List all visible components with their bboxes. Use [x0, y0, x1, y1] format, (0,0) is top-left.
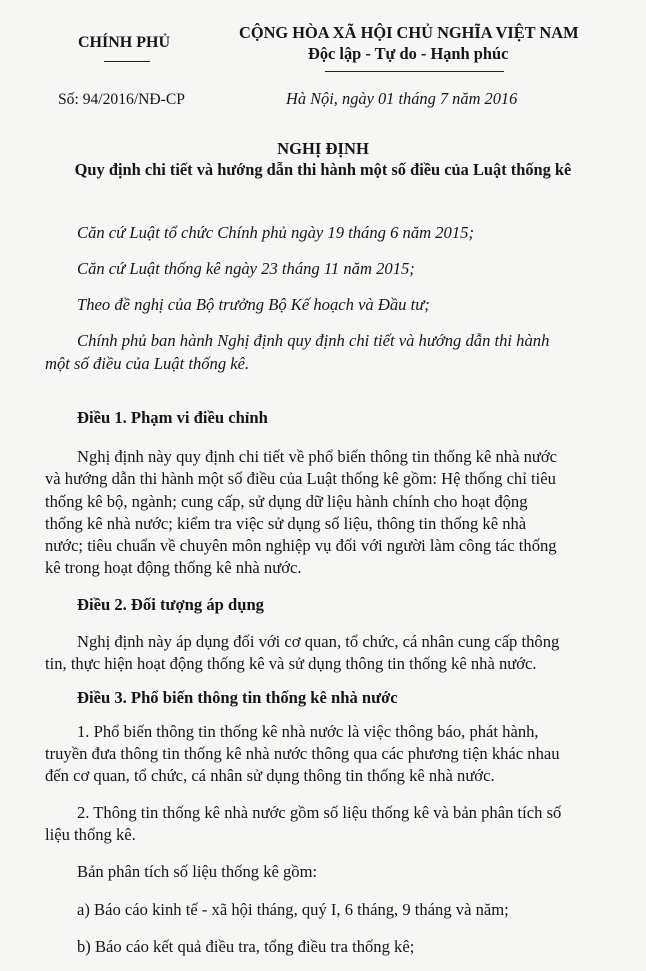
list-item-a: a) Báo cáo kinh tế - xã hội tháng, quý I, 6 tháng, 9 tháng và năm; [77, 900, 509, 919]
document-subject: Quy định chi tiết và hướng dẫn thi hành một số điều của Luật thống kê [74, 160, 572, 179]
article-1-line: Nghị định này quy định chi tiết về phổ biến thông tin thống kê nhà nước [77, 447, 558, 466]
article-3-clause-2-line: 2. Thông tin thống kê nhà nước gồm số liệu thống kê và bản phân tích số [77, 803, 562, 822]
motto-underline [325, 71, 504, 72]
place-and-date: Hà Nội, ngày 01 tháng 7 năm 2016 [286, 89, 518, 108]
agency-underline [104, 61, 150, 62]
national-motto: Độc lập - Tự do - Hạnh phúc [308, 44, 509, 63]
article-3-clause-2-line: liệu thống kê. [45, 825, 136, 844]
article-3-clause-1-line: đến cơ quan, tổ chức, cá nhân sử dụng thông tin thống kê nhà nước. [45, 766, 495, 785]
issuing-agency: CHÍNH PHỦ [78, 34, 170, 51]
list-item-b: b) Báo cáo kết quả điều tra, tổng điều tra thống kê; [77, 937, 415, 956]
article-3-heading: Điều 3. Phổ biến thông tin thống kê nhà nước [77, 688, 398, 707]
article-2-line: Nghị định này áp dụng đối với cơ quan, tổ chức, cá nhân cung cấp thông [77, 632, 560, 651]
article-2-line: tin, thực hiện hoạt động thống kê và sử dụng thông tin thống kê nhà nước. [45, 654, 537, 673]
document-number: Số: 94/2016/NĐ-CP [58, 91, 185, 108]
article-1-line: thống kê nhà nước; kiểm tra việc sử dụng số liệu, thông tin thống kê nhà [45, 514, 527, 533]
legal-basis-2: Căn cứ Luật thống kê ngày 23 tháng 11 năm 2015; [77, 259, 415, 278]
country-name: CỘNG HÒA XÃ HỘI CHỦ NGHĨA VIỆT NAM [239, 23, 579, 42]
decree-statement-line-1: Chính phủ ban hành Nghị định quy định chi tiết và hướng dẫn thi hành [77, 331, 550, 350]
article-1-line: kê trong hoạt động thống kê nhà nước. [45, 558, 302, 577]
article-3-clause-1-line: truyền đưa thông tin thống kê nhà nước thông qua các phương tiện khác nhau [45, 744, 560, 763]
analysis-intro: Bản phân tích số liệu thống kê gồm: [77, 862, 318, 881]
decree-statement-line-2: một số điều của Luật thống kê. [45, 354, 250, 373]
article-1-heading: Điều 1. Phạm vi điều chỉnh [77, 408, 268, 427]
legal-basis-1: Căn cứ Luật tổ chức Chính phủ ngày 19 tháng 6 năm 2015; [77, 223, 474, 242]
article-2-heading: Điều 2. Đối tượng áp dụng [77, 595, 264, 614]
proposal-line: Theo đề nghị của Bộ trưởng Bộ Kế hoạch và Đầu tư; [77, 295, 430, 314]
document-type: NGHỊ ĐỊNH [277, 139, 369, 158]
article-1-line: và hướng dẫn thi hành một số điều của Luật thống kê gồm: Hệ thống chỉ tiêu [45, 469, 556, 488]
article-3-clause-1-line: 1. Phổ biến thông tin thống kê nhà nước là việc thông báo, phát hành, [77, 722, 539, 741]
article-1-line: thống kê bộ, ngành; cung cấp, sử dụng dữ liệu hành chính cho hoạt động [45, 492, 528, 511]
article-1-line: nước; tiêu chuẩn về chuyên môn nghiệp vụ đối với người làm công tác thống [45, 536, 557, 555]
